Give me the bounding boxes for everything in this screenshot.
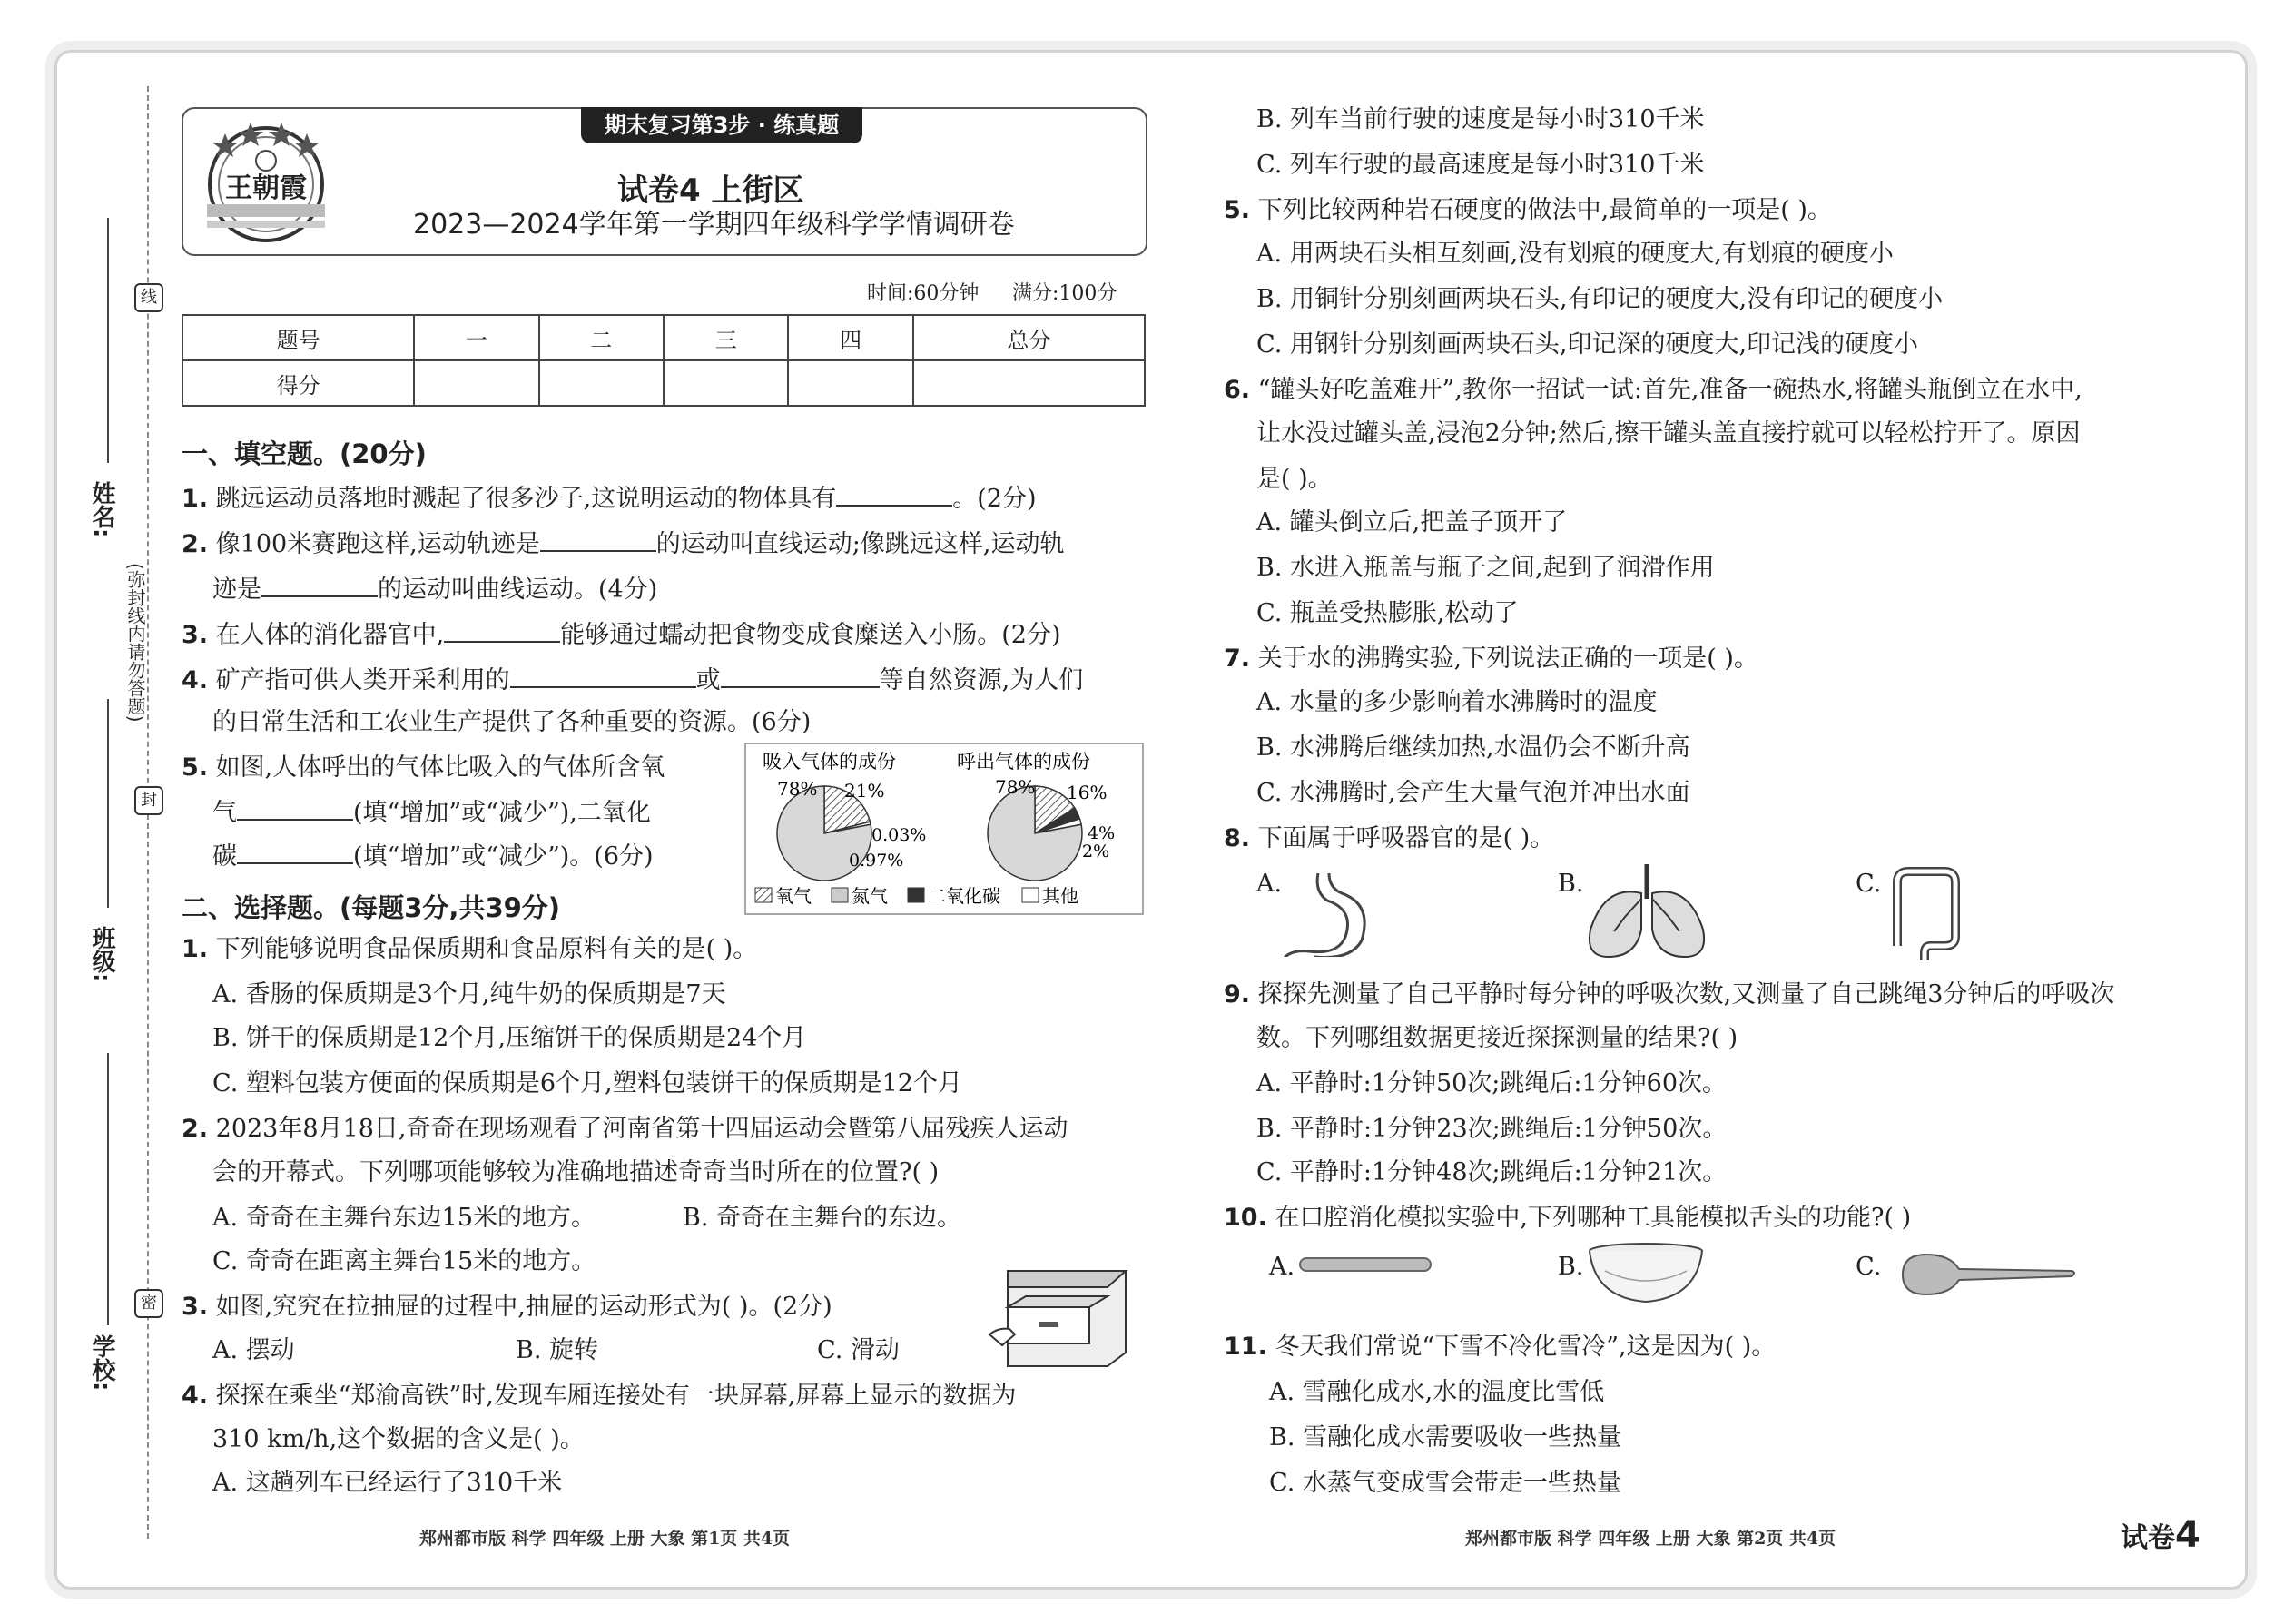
table-cell: 二 — [539, 315, 664, 360]
pie-legend — [755, 885, 1078, 907]
choice-q8-option-a[interactable]: A. — [1256, 870, 1283, 898]
seal-mark-bottom: 密 — [134, 1289, 163, 1318]
choice-q9-option-a[interactable]: A. 平静时:1分钟50次;跳绳后:1分钟60次。 — [1256, 1069, 1728, 1097]
score-table — [182, 314, 1146, 407]
pie-label: 2% — [1082, 842, 1110, 861]
fill-q5-line3: 碳 (填“增加”或“减少”)。(6分) — [212, 839, 654, 873]
legend-item: 氧气 — [775, 885, 812, 907]
full-score: 满分:100分 — [1012, 282, 1117, 305]
choice-q6-cont2: 是( )。 — [1256, 465, 1333, 493]
choice-q2-option-a[interactable]: A. 奇奇在主舞台东边15米的地方。 — [212, 1204, 596, 1232]
section-1-heading: 一、填空题。(20分) — [182, 438, 427, 469]
time-limit: 时间:60分钟 — [867, 282, 980, 305]
class-field-line[interactable] — [107, 699, 109, 908]
pie-label: 0.03% — [871, 825, 927, 845]
gas-composition-figure — [744, 743, 1144, 915]
choice-q5-option-a[interactable]: A. 用两块石头相互刻画,没有划痕的硬度大,有划痕的硬度小 — [1256, 240, 1894, 268]
pie-label: 78% — [995, 776, 1036, 798]
choice-q4-option-a[interactable]: A. 这趟列车已经运行了310千米 — [212, 1469, 563, 1497]
choice-q9: 9. 探探先测量了自己平静时每分钟的呼吸次数,又测量了自己跳绳3分钟后的呼吸次 — [1224, 980, 2115, 1009]
answer-blank[interactable] — [721, 663, 880, 688]
choice-q3: 3. 如图,究究在拉抽屉的过程中,抽屉的运动形式为( )。(2分) — [182, 1293, 832, 1321]
name-label: 姓名: — [88, 481, 115, 538]
choice-q8-option-b[interactable]: B. — [1558, 870, 1584, 898]
choice-q11-option-c[interactable]: C. 水蒸气变成雪会带走一些热量 — [1269, 1469, 1621, 1497]
legend-swatch — [908, 888, 924, 902]
choice-q5-option-b[interactable]: B. 用铜针分别刻画两块石头,有印记的硬度大,没有印记的硬度小 — [1256, 285, 1944, 313]
fill-q4: 4. 矿产指可供人类开采利用的 或 等自然资源,为人们 — [182, 663, 1083, 697]
legend-swatch — [755, 888, 772, 902]
fill-q5-line2: 气 (填“增加”或“减少”),二氧化 — [212, 795, 651, 830]
choice-q3-option-b[interactable]: B. 旋转 — [516, 1336, 599, 1364]
answer-blank[interactable] — [540, 527, 656, 552]
choice-q2: 2. 2023年8月18日,奇奇在现场观看了河南省第十四届运动会暨第八届残疾人运动 — [182, 1115, 1068, 1143]
legend-swatch — [1022, 888, 1039, 902]
answer-blank[interactable] — [237, 839, 353, 864]
choice-q7-option-b[interactable]: B. 水沸腾后继续加热,水温仍会不断升高 — [1256, 733, 1690, 762]
table-cell: 得分 — [182, 360, 414, 406]
spoon-icon — [1897, 1251, 2079, 1296]
table-cell: 总分 — [913, 315, 1145, 360]
legend-swatch — [832, 888, 848, 902]
pie-title-inhaled: 吸入气体的成份 — [763, 751, 896, 773]
score-input-cell[interactable] — [539, 360, 664, 406]
section-2-heading: 二、选择题。(每题3分,共39分) — [182, 892, 561, 923]
pie-label: 21% — [844, 780, 885, 802]
choice-q2-option-b[interactable]: B. 奇奇在主舞台的东边。 — [683, 1204, 962, 1232]
choice-q9-cont: 数。下列哪组数据更接近探探测量的结果?( ) — [1256, 1024, 1738, 1052]
pie-title-exhaled: 呼出气体的成份 — [957, 751, 1090, 773]
choice-q8-option-c[interactable]: C. — [1856, 870, 1882, 898]
choice-q3-option-c[interactable]: C. 滑动 — [817, 1336, 900, 1364]
choice-q6-option-a[interactable]: A. 罐头倒立后,把盖子顶开了 — [1256, 508, 1568, 536]
exam-subtitle: 2023—2024学年第一学期四年级科学学情调研卷 — [413, 209, 1015, 241]
choice-q10-option-c[interactable]: C. — [1856, 1253, 1882, 1281]
choice-q2-option-c[interactable]: C. 奇奇在距离主舞台15米的地方。 — [212, 1247, 596, 1275]
score-input-cell[interactable] — [664, 360, 788, 406]
choice-q2-cont: 会的开幕式。下列哪项能够较为准确地描述奇奇当时所在的位置?( ) — [212, 1158, 940, 1186]
logo-text: 王朝霞 — [225, 172, 307, 204]
choice-q7: 7. 关于水的沸腾实验,下列说法正确的一项是( )。 — [1224, 645, 1758, 673]
name-field-line[interactable] — [107, 218, 109, 463]
seal-notice: (弥封线内请勿答题) — [124, 563, 146, 723]
choice-q7-option-a[interactable]: A. 水量的多少影响着水沸腾时的温度 — [1256, 688, 1658, 716]
school-label: 学校: — [88, 1334, 115, 1392]
fill-q2-cont: 迹是 的运动叫曲线运动。(4分) — [212, 572, 657, 606]
pie-label: 4% — [1088, 823, 1116, 843]
fill-q4-cont: 的日常生活和工农业生产提供了各种重要的资源。(6分) — [212, 708, 812, 736]
table-cell: 题号 — [182, 315, 414, 360]
answer-blank[interactable] — [261, 572, 378, 597]
fill-q1: 1. 跳远运动员落地时溅起了很多沙子,这说明运动的物体具有 。(2分) — [182, 481, 1036, 516]
paper-tag: 试卷4 — [2121, 1514, 2200, 1556]
score-input-cell[interactable] — [788, 360, 912, 406]
choice-q9-option-c[interactable]: C. 平静时:1分钟48次;跳绳后:1分钟21次。 — [1256, 1158, 1728, 1186]
table-cell: 三 — [664, 315, 788, 360]
choice-q1-option-c[interactable]: C. 塑料包装方便面的保质期是6个月,塑料包装饼干的保质期是12个月 — [212, 1069, 962, 1097]
choice-q4-option-b[interactable]: B. 列车当前行驶的速度是每小时310千米 — [1256, 105, 1705, 133]
table-cell: 四 — [788, 315, 912, 360]
choice-q10-option-a[interactable]: A. — [1269, 1253, 1295, 1281]
choice-q6-option-b[interactable]: B. 水进入瓶盖与瓶子之间,起到了润滑作用 — [1256, 554, 1715, 582]
page-footer-right: 郑州都市版 科学 四年级 上册 大象 第2页 共4页 — [1465, 1529, 1836, 1549]
answer-blank[interactable] — [237, 795, 353, 821]
choice-q8: 8. 下面属于呼吸器官的是( )。 — [1224, 824, 1555, 852]
lungs-icon — [1583, 862, 1710, 962]
pie-label: 0.97% — [849, 851, 904, 871]
school-field-line[interactable] — [107, 1053, 109, 1325]
choice-q1-option-b[interactable]: B. 饼干的保质期是12个月,压缩饼干的保质期是24个月 — [212, 1024, 807, 1052]
score-input-cell[interactable] — [913, 360, 1145, 406]
answer-blank[interactable] — [836, 481, 952, 507]
score-table-header-row — [182, 315, 1145, 360]
seal-mark-mid: 封 — [134, 786, 163, 815]
pie-label: 16% — [1067, 782, 1108, 803]
fill-q2: 2. 像100米赛跑这样,运动轨迹是 的运动叫直线运动;像跳远这样,运动轨 — [182, 527, 1064, 561]
exam-title: 试卷4 上街区 — [617, 172, 804, 209]
choice-q1-option-a[interactable]: A. 香肠的保质期是3个月,纯牛奶的保质期是7天 — [212, 980, 726, 1009]
choice-q5-option-c[interactable]: C. 用钢针分别刻画两块石头,印记深的硬度大,印记浅的硬度小 — [1256, 330, 1919, 359]
score-table-score-row — [182, 360, 1145, 406]
legend-item: 其他 — [1042, 885, 1078, 907]
choice-q11-option-b[interactable]: B. 雪融化成水需要吸收一些热量 — [1269, 1423, 1622, 1452]
pie-label: 78% — [777, 778, 818, 800]
choice-q4-option-c[interactable]: C. 列车行驶的最高速度是每小时310千米 — [1256, 151, 1705, 179]
drawer-illustration — [980, 1262, 1135, 1369]
choice-q11: 11. 冬天我们常说“下雪不冷化雪冷”,这是因为( )。 — [1224, 1333, 1777, 1361]
choice-q4: 4. 探探在乘坐“郑渝高铁”时,发现车厢连接处有一块屏幕,屏幕上显示的数据为 — [182, 1382, 1017, 1410]
answer-blank[interactable] — [444, 617, 560, 643]
fill-q5: 5. 如图,人体呼出的气体比吸入的气体所含氧 — [182, 753, 665, 782]
legend-item: 二氧化碳 — [928, 885, 1000, 907]
large-intestine-icon — [1885, 864, 1966, 964]
class-label: 班级: — [88, 926, 115, 983]
choice-q6-option-c[interactable]: C. 瓶盖受热膨胀,松动了 — [1256, 599, 1519, 627]
choice-q1: 1. 下列能够说明食品保质期和食品原料有关的是( )。 — [182, 935, 758, 963]
answer-blank[interactable] — [510, 663, 696, 688]
choice-q11-option-a[interactable]: A. 雪融化成水,水的温度比雪低 — [1269, 1378, 1605, 1406]
table-cell: 一 — [414, 315, 538, 360]
page-footer-left: 郑州都市版 科学 四年级 上册 大象 第1页 共4页 — [419, 1529, 791, 1549]
choice-q9-option-b[interactable]: B. 平静时:1分钟23次;跳绳后:1分钟50次。 — [1256, 1115, 1728, 1143]
choice-q10: 10. 在口腔消化模拟实验中,下列哪种工具能模拟舌头的功能?( ) — [1224, 1204, 1912, 1232]
choice-q6-cont1: 让水没过罐头盖,浸泡2分钟;然后,擦干罐头盖直接拧就可以轻松拧开了。原因 — [1256, 419, 2081, 448]
choice-q4-cont: 310 km/h,这个数据的含义是( )。 — [212, 1425, 585, 1453]
stomach-icon — [1282, 870, 1382, 957]
seal-mark-top: 线 — [134, 283, 163, 312]
choice-q7-option-c[interactable]: C. 水沸腾时,会产生大量气泡并冲出水面 — [1256, 779, 1690, 807]
publisher-logo — [198, 113, 334, 250]
score-input-cell[interactable] — [414, 360, 538, 406]
step-banner: 期末复习第3步 · 练真题 — [581, 107, 862, 143]
choice-q3-option-a[interactable]: A. 摆动 — [212, 1336, 295, 1364]
bowl-icon — [1587, 1242, 1705, 1305]
legend-item: 氮气 — [852, 885, 888, 907]
choice-q5: 5. 下列比较两种岩石硬度的做法中,最简单的一项是( )。 — [1224, 196, 1832, 224]
choice-q10-option-b[interactable]: B. — [1558, 1253, 1584, 1281]
fill-q3: 3. 在人体的消化器官中, 能够通过蠕动把食物变成食糜送入小肠。(2分) — [182, 617, 1060, 652]
choice-q6: 6. “罐头好吃盖难开”,教你一招试一试:首先,准备一碗热水,将罐头瓶倒立在水中, — [1224, 376, 2082, 404]
chopstick-icon — [1298, 1251, 1434, 1278]
